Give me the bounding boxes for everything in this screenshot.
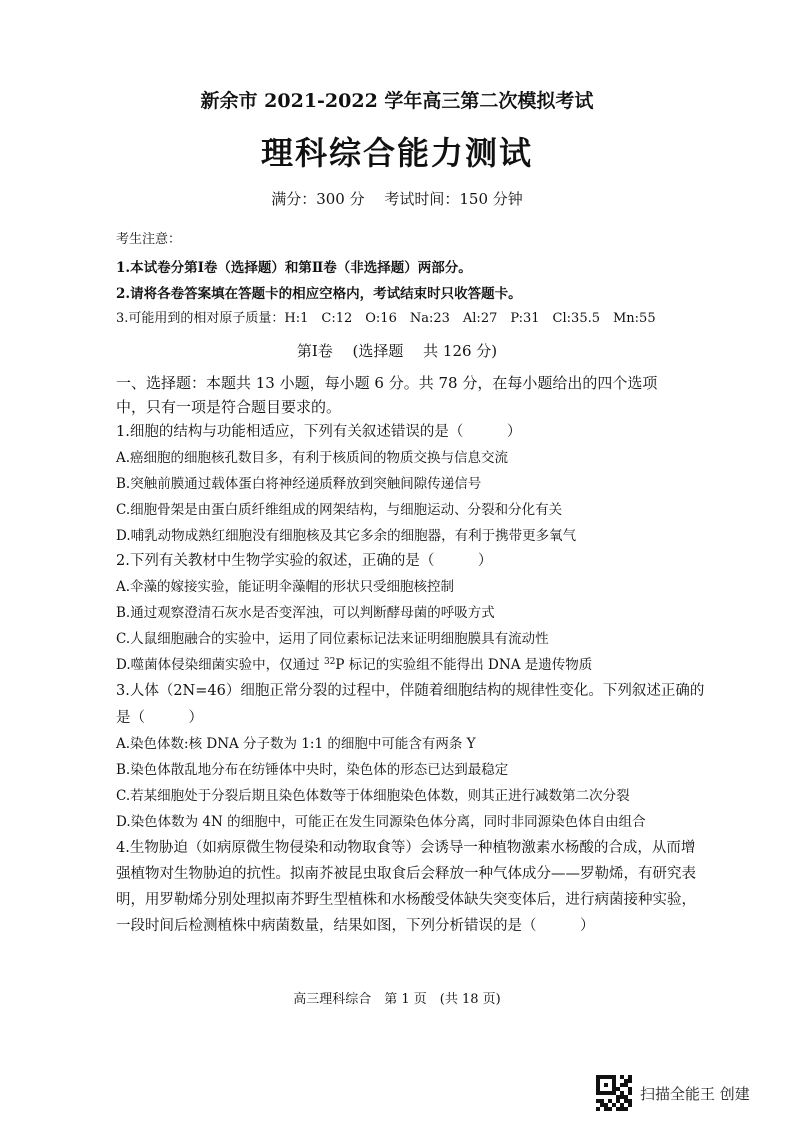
section-intro-line-2: 中，只有一项是符合题目要求的。	[116, 398, 342, 416]
notice-item-3: 3.可能用到的相对原子质量：H:1 C:12 O:16 Na:23 Al:27 P:31 Cl:35.5 Mn:55	[116, 311, 656, 326]
qr-code-icon	[596, 1075, 632, 1111]
q4-stem-line-1: 4.生物胁迫（如病原微生物侵染和动物取食等）会诱导一种植物激素水杨酸的合成，从而增	[116, 840, 696, 856]
q2-option-d-prefix: D.噬菌体侵染细菌实验中，仅通过	[116, 657, 324, 673]
q1-option-d: D.哺乳动物成熟红细胞没有细胞核及其它多余的细胞器，有利于携带更多氧气	[116, 528, 577, 544]
q4-stem-line-4: 一段时间后检测植株中病菌数量，结果如图，下列分析错误的是（ ）	[116, 918, 595, 934]
q2-option-c: C.人鼠细胞融合的实验中，运用了同位素标记法来证明细胞膜具有流动性	[116, 631, 549, 647]
q3-option-a: A.染色体数:核 DNA 分子数为 1:1 的细胞中可能含有两条 Y	[116, 736, 476, 752]
q2-option-d-superscript: 32	[323, 657, 336, 667]
q1-option-a: A.癌细胞的细胞核孔数目多，有利于核质间的物质交换与信息交流	[116, 450, 509, 466]
q3-stem-line-1: 3.人体（2N=46）细胞正常分裂的过程中，伴随着细胞结构的规律性变化。下列叙述正确的	[116, 683, 705, 699]
q3-option-b: B.染色体散乱地分布在纺锤体中央时，染色体的形态已达到最稳定	[116, 762, 509, 778]
section-intro-line-1: 一、选择题：本题共 13 小题，每小题 6 分。共 78 分，在每小题给出的四个选项	[116, 374, 658, 392]
q2-stem: 2.下列有关教材中生物学实验的叙述，正确的是（ ）	[116, 553, 493, 569]
q4-stem-line-3: 明，用罗勒烯分别处理拟南芥野生型植株和水杨酸受体缺失突变体后，进行病菌接种实验，	[116, 892, 696, 908]
q1-stem: 1.细胞的结构与功能相适应，下列有关叙述错误的是（ ）	[116, 424, 522, 440]
subject-title: 理科综合能力测试	[260, 134, 533, 172]
q3-option-c: C.若某细胞处于分裂后期且染色体数等于体细胞染色体数，则其正进行减数第二次分裂	[116, 788, 630, 804]
q2-option-b: B.通过观察澄清石灰水是否变浑浊，可以判断酵母菌的呼吸方式	[116, 605, 495, 621]
page-footer: 高三理科综合 第 1 页 (共 18 页)	[293, 992, 501, 1007]
notice-item-2: 2.请将各卷答案填在答题卡的相应空格内，考试结束时只收答题卡。	[116, 286, 522, 302]
q4-stem-line-2: 强植物对生物胁迫的抗性。拟南芥被昆虫取食后会释放一种气体成分——罗勒烯，有研究表	[116, 866, 696, 882]
scan-watermark-text: 扫描全能王 创建	[640, 1084, 750, 1103]
score-time: 满分：300 分 考试时间：150 分钟	[271, 190, 523, 208]
q3-stem-line-2: 是（ ）	[116, 710, 203, 726]
q1-option-b: B.突触前膜通过载体蛋白将神经递质释放到突触间隙传递信号	[116, 476, 482, 492]
notice-title: 考生注意：	[116, 232, 182, 247]
q2-option-d	[116, 653, 734, 673]
q1-option-c: C.细胞骨架是由蛋白质纤维组成的网架结构，与细胞运动、分裂和分化有关	[116, 502, 563, 518]
section-heading: 第Ⅰ卷 (选择题 共 126 分)	[296, 342, 498, 360]
notice-item-1: 1.本试卷分第Ⅰ卷（选择题）和第Ⅱ卷（非选择题）两部分。	[116, 260, 472, 276]
exam-title: 新余市 2021-2022 学年高三第二次模拟考试	[200, 90, 594, 112]
q2-option-a: A.伞藻的嫁接实验，能证明伞藻帽的形状只受细胞核控制	[116, 579, 455, 595]
q3-option-d: D.染色体数为 4N 的细胞中，可能正在发生同源染色体分离，同时非同源染色体自由组合	[116, 814, 646, 830]
scan-watermark	[596, 1075, 750, 1111]
q2-option-d-suffix: P 标记的实验组不能得出 DNA 是遗传物质	[335, 657, 593, 673]
